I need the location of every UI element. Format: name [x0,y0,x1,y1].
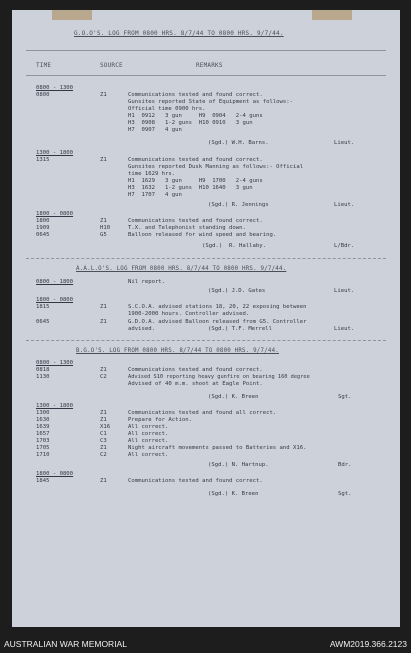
entry-remark: time 1629 hrs. [128,171,176,177]
entry-source: Z1 [100,304,107,310]
entry-source: C2 [100,452,107,458]
entry-time: 1909 [36,225,50,231]
gunsite-row: H7 0907 4 gun [128,127,182,133]
entry-remark: Communications tested and found correct. [128,92,263,98]
period-label: 0800 - 1300 [36,360,74,366]
entry-time: 0818 [36,367,50,373]
divider [26,75,386,76]
divider [26,50,386,51]
signature: (Sgd.) T.F. Merrell [208,326,272,332]
entry-remark: Communications tested and found all correct. [128,410,277,416]
column-header-source: SOURCE [100,62,123,69]
entry-source: Z1 [100,417,107,423]
tape-strip [312,10,352,20]
entry-time: 0645 [36,232,50,238]
entry-source: Z1 [100,445,107,451]
entry-remark: All correct. [128,452,169,458]
entry-time: 1705 [36,445,50,451]
entry-time: 1130 [36,374,50,380]
period-label: 1300 - 1800 [36,403,74,409]
entry-source: Z1 [100,319,107,325]
period-label: 0800 - 1800 [36,279,74,285]
entry-time: 1710 [36,452,50,458]
entry-time: 1703 [36,438,50,444]
entry-remark: Official time 0900 hrs. [128,106,206,112]
signature-rank: Sgt. [338,394,352,400]
section-divider [26,258,386,259]
entry-time: 1630 [36,417,50,423]
entry-source: G5 [100,232,107,238]
entry-remark: Communications tested and found correct. [128,367,263,373]
entry-time: 1815 [36,304,50,310]
entry-source: C3 [100,438,107,444]
entry-source: H10 [100,225,111,231]
entry-time: 1845 [36,478,50,484]
entry-remark: advised. [128,326,155,332]
signature: (Sgd.) K. Breen [208,491,259,497]
column-header-time: TIME [36,62,52,69]
period-label: 1800 - 0800 [36,471,74,477]
entry-time: 1300 [36,410,50,416]
gunsite-row: H3 0908 1-2 guns H10 0910 3 gun [128,120,253,126]
signature-rank: Lieut. [334,140,355,146]
section-title: B.G.O'S. LOG FROM 0800 HRS. 8/7/44 TO 0800 HRS. 9/7/44. [76,348,279,354]
signature: (Sgd.) N. Hartnup. [208,462,269,468]
signature-rank: Bdr. [338,462,352,468]
period-label: 1300 - 1800 [36,150,74,156]
entry-time: 1800 [36,218,50,224]
document-page [12,10,400,627]
entry-remark: G.D.O.A. advised Balloon released from G5. Controller [128,319,307,325]
entry-remark: Balloon released for wind speed and bearing. [128,232,277,238]
period-label: 1800 - 0800 [36,211,74,217]
entry-source: Z1 [100,410,107,416]
entry-time: 1657 [36,431,50,437]
entry-remark: 1900-2000 hours. Controller advised. [128,311,250,317]
entry-source: C2 [100,374,107,380]
entry-remark: Communications tested and found correct. [128,478,263,484]
entry-remark: All correct. [128,438,169,444]
entry-source: Z1 [100,92,107,98]
entry-time: 1639 [36,424,50,430]
entry-remark: Gunsites reported Dusk Manning as follows:- Official [128,164,304,170]
tape-strip [52,10,92,20]
entry-remark: Advised of 40 m.m. shoot at Eagle Point. [128,381,263,387]
signature-rank: Lieut. [334,288,355,294]
entry-remark: Gunsites reported State of Equipment as follows:- [128,99,294,105]
footer-accession-number: AWM2019.366.2123 [329,639,407,649]
entry-remark: Advised S10 reporting heavy gunfire on bearing 160 degree [128,374,310,380]
entry-remark: Prepare for Action. [128,417,192,423]
gunsite-row: H7 1707 4 gun [128,192,182,198]
signature-rank: L/Bdr. [334,243,355,249]
entry-source: Z1 [100,157,107,163]
entry-remark: Nil report. [128,279,166,285]
entry-remark: All correct. [128,431,169,437]
entry-remark: Night aircraft movements passed to Batteries and X16. [128,445,307,451]
entry-source: C1 [100,431,107,437]
footer-institution: AUSTRALIAN WAR MEMORIAL [4,639,127,649]
entry-remark: Communications tested and found correct. [128,157,263,163]
gunsite-row: H3 1632 1-2 guns H10 1640 3 gun [128,185,253,191]
entry-time: 0800 [36,92,50,98]
signature: (Sgd.) W.H. Barns. [208,140,269,146]
signature-rank: Sgt. [338,491,352,497]
period-label: 0800 - 1300 [36,85,74,91]
entry-remark: S.C.O.A. advised stations 18, 20, 22 exposing between [128,304,307,310]
entry-source: X16 [100,424,111,430]
period-label: 1800 - 0800 [36,297,74,303]
gunsite-row: H1 1629 3 gun H9 1700 2-4 guns [128,178,263,184]
section-title: A.A.L.O'S. LOG FROM 0800 HRS. 8/7/44 TO 0800 HRS. 9/7/44. [76,266,287,272]
section-title: G.O.O'S. LOG FROM 0800 HRS. 8/7/44 TO 0800 HRS. 9/7/44. [74,30,284,37]
entry-source: Z1 [100,478,107,484]
entry-remark: Communications tested and found correct. [128,218,263,224]
column-header-remarks: REMARKS [196,62,223,69]
entry-time: 0645 [36,319,50,325]
signature-rank: Lieut. [334,326,355,332]
entry-source: Z1 [100,218,107,224]
entry-time: 1315 [36,157,50,163]
signature: (Sgd.) R. Hallaby. [202,243,266,249]
entry-remark: All correct. [128,424,169,430]
entry-remark: T.X. and Telephonist standing down. [128,225,246,231]
gunsite-row: H1 0912 3 gun H9 0904 2-4 guns [128,113,263,119]
signature: (Sgd.) R. Jennings [208,202,269,208]
entry-source: Z1 [100,367,107,373]
signature: (Sgd.) J.D. Gates [208,288,266,294]
signature: (Sgd.) K. Breen [208,394,259,400]
section-divider [26,340,386,341]
signature-rank: Lieut. [334,202,355,208]
